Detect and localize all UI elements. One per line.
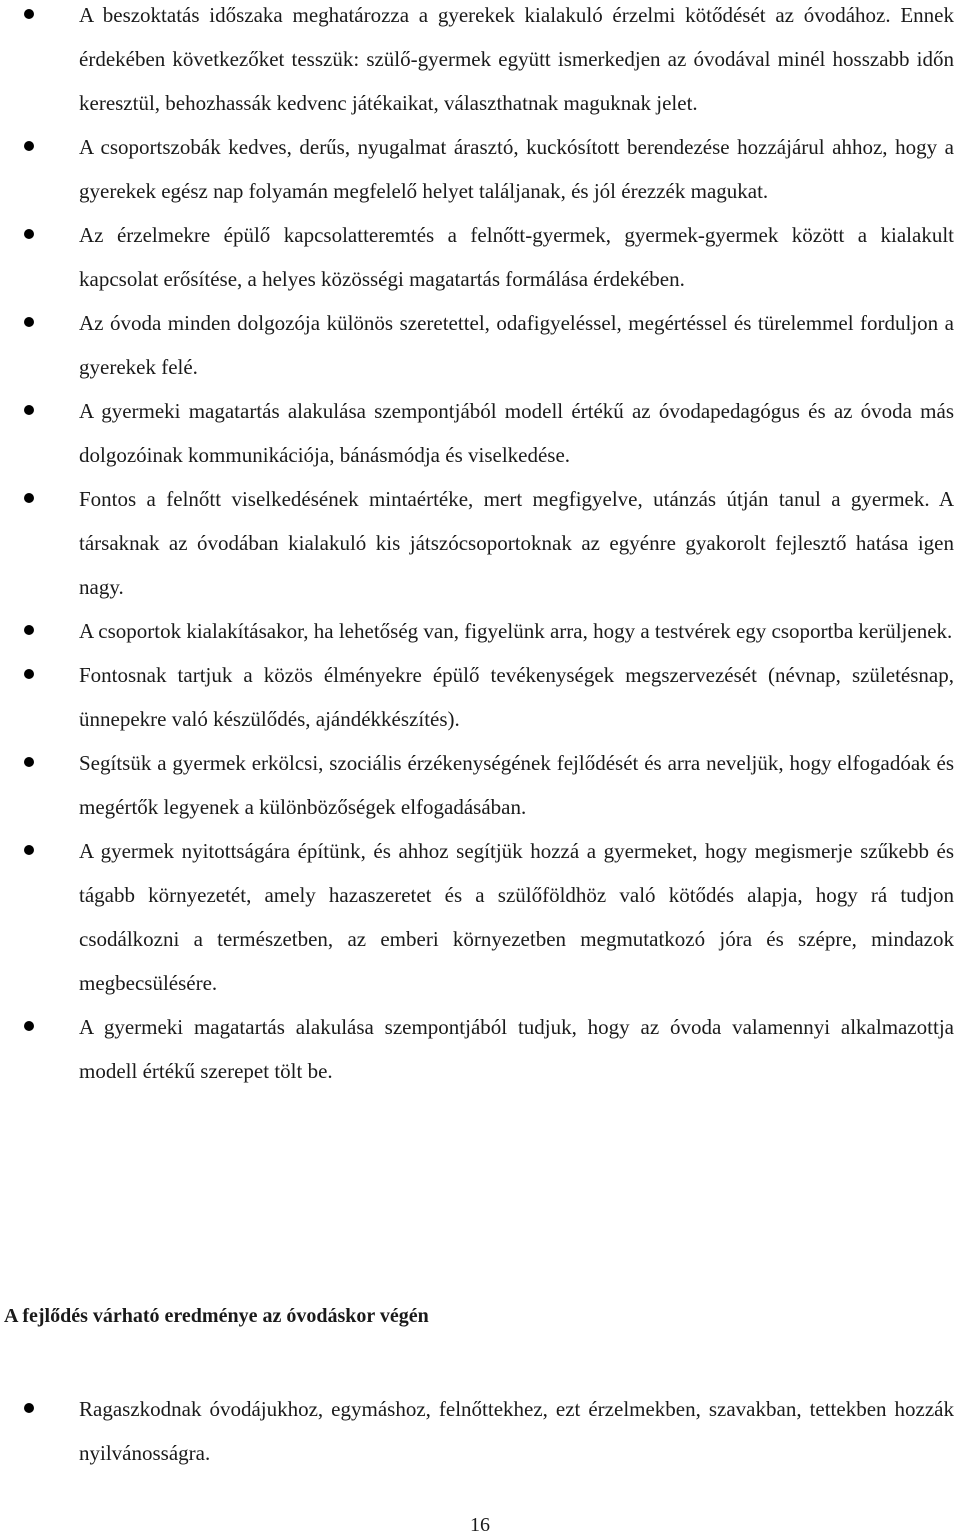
list-item (0, 741, 958, 829)
section-heading: A fejlődés várható eredménye az óvodáskor végén (4, 1305, 429, 1327)
list-item (0, 477, 958, 609)
bullet-icon (24, 229, 34, 239)
list-item-text: Az óvoda minden dolgozója különös szeretettel, odafigyeléssel, megértéssel és türelemmel forduljon a gyerekek felé. (79, 311, 954, 379)
bullet-icon (24, 845, 34, 855)
list-item (0, 1387, 958, 1475)
list-item-text: A beszoktatás időszaka meghatározza a gyerekek kialakuló érzelmi kötődését az óvodához. Ennek érdekében következőket tesszük: szülő-gyermek együtt ismerkedjen az óvodával minél hosszabb időn keresztül, behozhassák kedvenc játékaikat, választhatnak maguknak jelet. (79, 3, 954, 115)
list-item-text: A gyermeki magatartás alakulása szempontjából modell értékű az óvodapedagógus és az óvoda más dolgozóinak kommunikációja, bánásmódja és viselkedése. (79, 399, 954, 467)
list-item-text: A gyermeki magatartás alakulása szempontjából tudjuk, hogy az óvoda valamennyi alkalmazottja modell értékű szerepet tölt be. (79, 1015, 954, 1083)
bullet-icon (24, 1021, 34, 1031)
list-item (0, 653, 958, 741)
list-item-text: A csoportszobák kedves, derűs, nyugalmat árasztó, kuckósított berendezése hozzájárul ahhoz, hogy a gyerekek egész nap folyamán megfelelő helyet találjanak, és jól érezzék magukat. (79, 135, 954, 203)
list-item (0, 301, 958, 389)
bullet-icon (24, 1403, 34, 1413)
bullet-icon (24, 669, 34, 679)
list-item (0, 0, 958, 125)
list-item-text: Fontosnak tartjuk a közös élményekre épülő tevékenységek megszervezését (névnap, születésnap, ünnepekre való készülődés, ajándékkészítés). (79, 663, 954, 731)
list-item-text: Az érzelmekre épülő kapcsolatteremtés a felnőtt-gyermek, gyermek-gyermek között a kialakult kapcsolat erősítése, a helyes közösségi magatartás formálása érdekében. (79, 223, 954, 291)
list-item-text: A gyermek nyitottságára építünk, és ahhoz segítjük hozzá a gyermeket, hogy megismerje szűkebb és tágabb környezetét, amely hazaszeretet és a szülőföldhöz való kötődés alapja, hogy rá tudjon csodálkozni a természetben, az emberi környezetben megmutatkozó jóra és szépre, mindazok megbecsülésére. (79, 839, 954, 995)
bullet-icon (24, 405, 34, 415)
list-item-text: A csoportok kialakításakor, ha lehetőség van, figyelünk arra, hogy a testvérek egy csoportba kerüljenek. (79, 619, 953, 643)
bullet-icon (24, 493, 34, 503)
list-item-text: Ragaszkodnak óvodájukhoz, egymáshoz, felnőttekhez, ezt érzelmekben, szavakban, tettekben hozzák nyilvánosságra. (79, 1397, 954, 1465)
page-number: 16 (470, 1514, 490, 1536)
bullet-icon (24, 9, 34, 19)
list-item (0, 1005, 958, 1093)
list-item-text: Segítsük a gyermek erkölcsi, szociális érzékenységének fejlődését és arra neveljük, hogy elfogadóak és megértők legyenek a különbözőségek elfogadásában. (79, 751, 954, 819)
list-item (0, 389, 958, 477)
list-item-text: Fontos a felnőtt viselkedésének mintaértéke, mert megfigyelve, utánzás útján tanul a gyermek. A társaknak az óvodában kialakuló kis játszócsoportoknak az egyénre gyakorolt fejlesztő hatása igen nagy. (79, 487, 954, 599)
list-item (0, 829, 958, 1005)
list-item (0, 609, 958, 653)
bullet-icon (24, 317, 34, 327)
bullet-icon (24, 625, 34, 635)
bullet-list-bottom (0, 1387, 958, 1475)
bullet-icon (24, 141, 34, 151)
bullet-icon (24, 757, 34, 767)
list-item (0, 125, 958, 213)
list-item (0, 213, 958, 301)
